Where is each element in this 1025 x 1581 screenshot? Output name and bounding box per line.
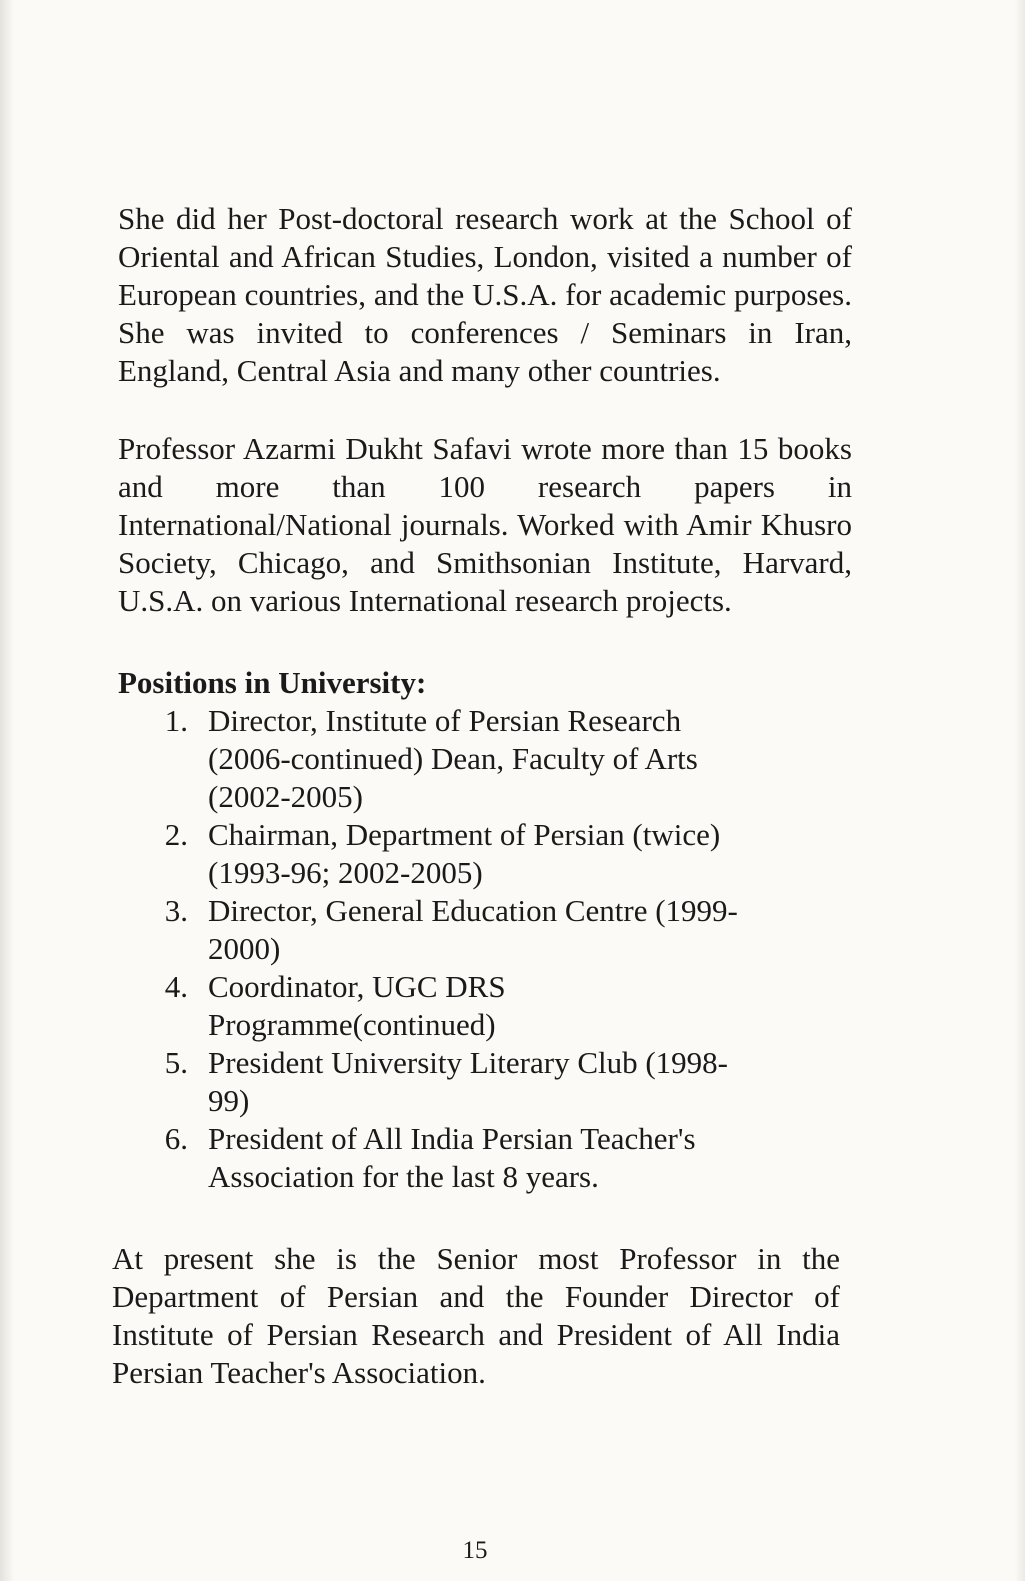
list-item-text: President University Literary Club (1998-99): [208, 1045, 729, 1118]
list-item-text: Director, General Education Centre (1999-2000): [208, 893, 738, 966]
positions-list-item: [118, 968, 738, 1044]
paragraph-publications: Professor Azarmi Dukht Safavi wrote more than 15 books and more than 100 research papers in International/National journals. Worked with Amir Khusro Society, Chicago, and Smithsonian Institute, Harvard, U.S.A. on various International research projects.: [118, 431, 852, 618]
page-number: 15: [462, 1537, 488, 1564]
positions-list-item: [118, 1044, 738, 1120]
list-item-text: Chairman, Department of Persian (twice) (1993-96; 2002-2005): [208, 817, 721, 890]
list-item-text: President of All India Persian Teacher's Association for the last 8 years.: [208, 1121, 696, 1194]
positions-list-item: [118, 1120, 738, 1196]
positions-list: [118, 702, 738, 1196]
list-item-number: 5.: [164, 1045, 188, 1080]
list-item-text: Coordinator, UGC DRS Programme(continued): [208, 969, 506, 1042]
positions-list-item: [118, 816, 738, 892]
positions-heading: Positions in University:: [118, 665, 427, 700]
positions-list-item: [118, 892, 738, 968]
positions-list-item: [118, 702, 738, 816]
list-item-number: 1.: [164, 703, 188, 738]
list-item-number: 3.: [164, 893, 188, 928]
paragraph-postdoc: She did her Post-doctoral research work at the School of Oriental and African Studies, London, visited a number of European countries, and the U.S.A. for academic purposes. She was invited to conferences / Seminars in Iran, England, Central Asia and many other countries.: [118, 201, 852, 388]
list-item-number: 6.: [164, 1121, 188, 1156]
page-content: [112, 200, 852, 1392]
paragraph-present-position: At present she is the Senior most Professor in the Department of Persian and the Founder Director of Institute of Persian Research and President of All India Persian Teacher's Association.: [112, 1241, 840, 1390]
page-edge-right: [1015, 0, 1025, 1581]
list-item-number: 4.: [164, 969, 188, 1004]
list-item-number: 2.: [164, 817, 188, 852]
list-item-text: Director, Institute of Persian Research (2006-continued) Dean, Faculty of Arts (2002-2005): [208, 703, 698, 814]
page-edge-left: [0, 0, 14, 1581]
